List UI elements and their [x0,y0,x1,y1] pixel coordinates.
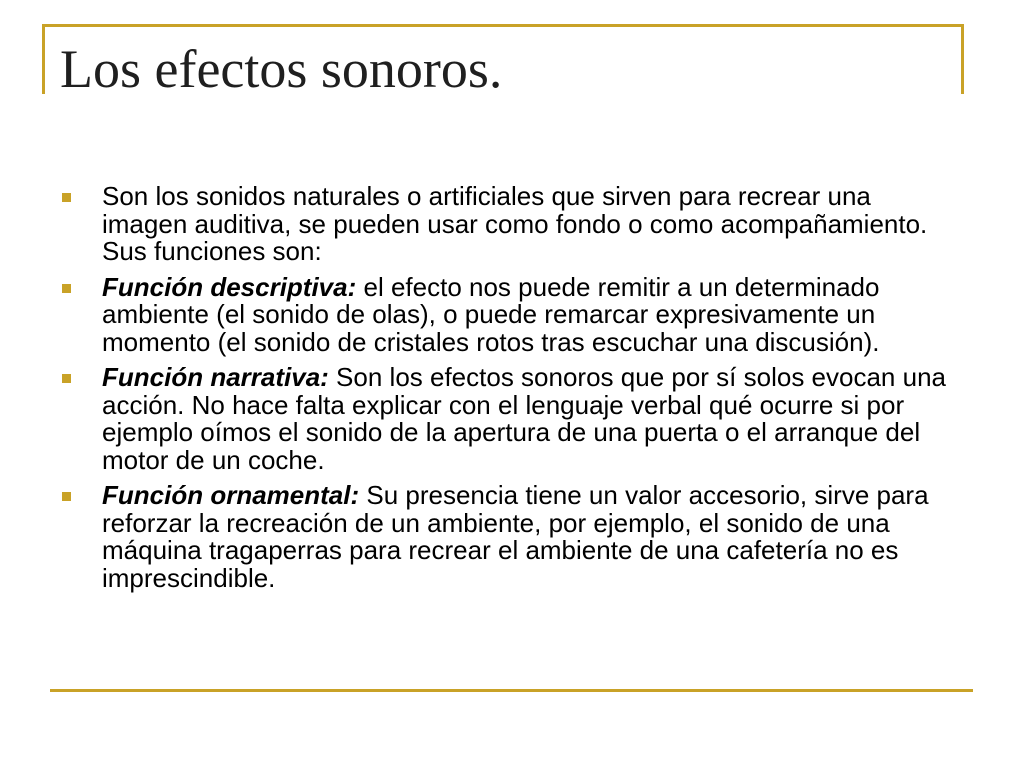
bullet-item-intro [62,183,962,266]
bullet-text: Su presencia tiene un valor accesorio, sirve para reforzar la recreación de un ambiente, por ejemplo, el sonido de una máquina tragaperras para recrear el ambiente de una cafetería no es imprescindible. [102,480,929,593]
bullet-text: el efecto nos puede remitir a un determinado ambiente (el sonido de olas), o puede remarcar expresivamente un momento (el sonido de cristales rotos tras escuchar una discusión). [102,271,880,357]
bullet-text: Son los sonidos naturales o artificiales que sirven para recrear una imagen auditiva, se pueden usar como fondo o como acompañamiento. Sus funciones son: [102,181,928,266]
bullet-term: Función descriptiva: [102,271,357,302]
square-bullet-icon [62,374,71,383]
bullet-item-descriptive [62,271,962,357]
slide-title: Los efectos sonoros. [60,39,503,99]
bottom-divider-line [50,689,973,692]
title-frame-top-line [42,24,964,27]
square-bullet-icon [62,492,71,501]
bullet-item-narrative [62,364,962,474]
square-bullet-icon [62,193,71,202]
bullet-list [62,183,962,600]
bullet-term: Función narrativa: [102,362,329,392]
bullet-text: Son los efectos sonoros que por sí solos evocan una acción. No hace falta explicar con el lenguaje verbal qué ocurre si por ejemplo oímos el sonido de la apertura de una puerta o el arranque del motor de un coche. [102,362,946,475]
square-bullet-icon [62,284,71,293]
title-frame-left-line [42,24,45,94]
bullet-item-ornamental [62,482,962,592]
bullet-term: Función ornamental: [102,480,360,510]
title-frame-right-line [961,24,964,94]
